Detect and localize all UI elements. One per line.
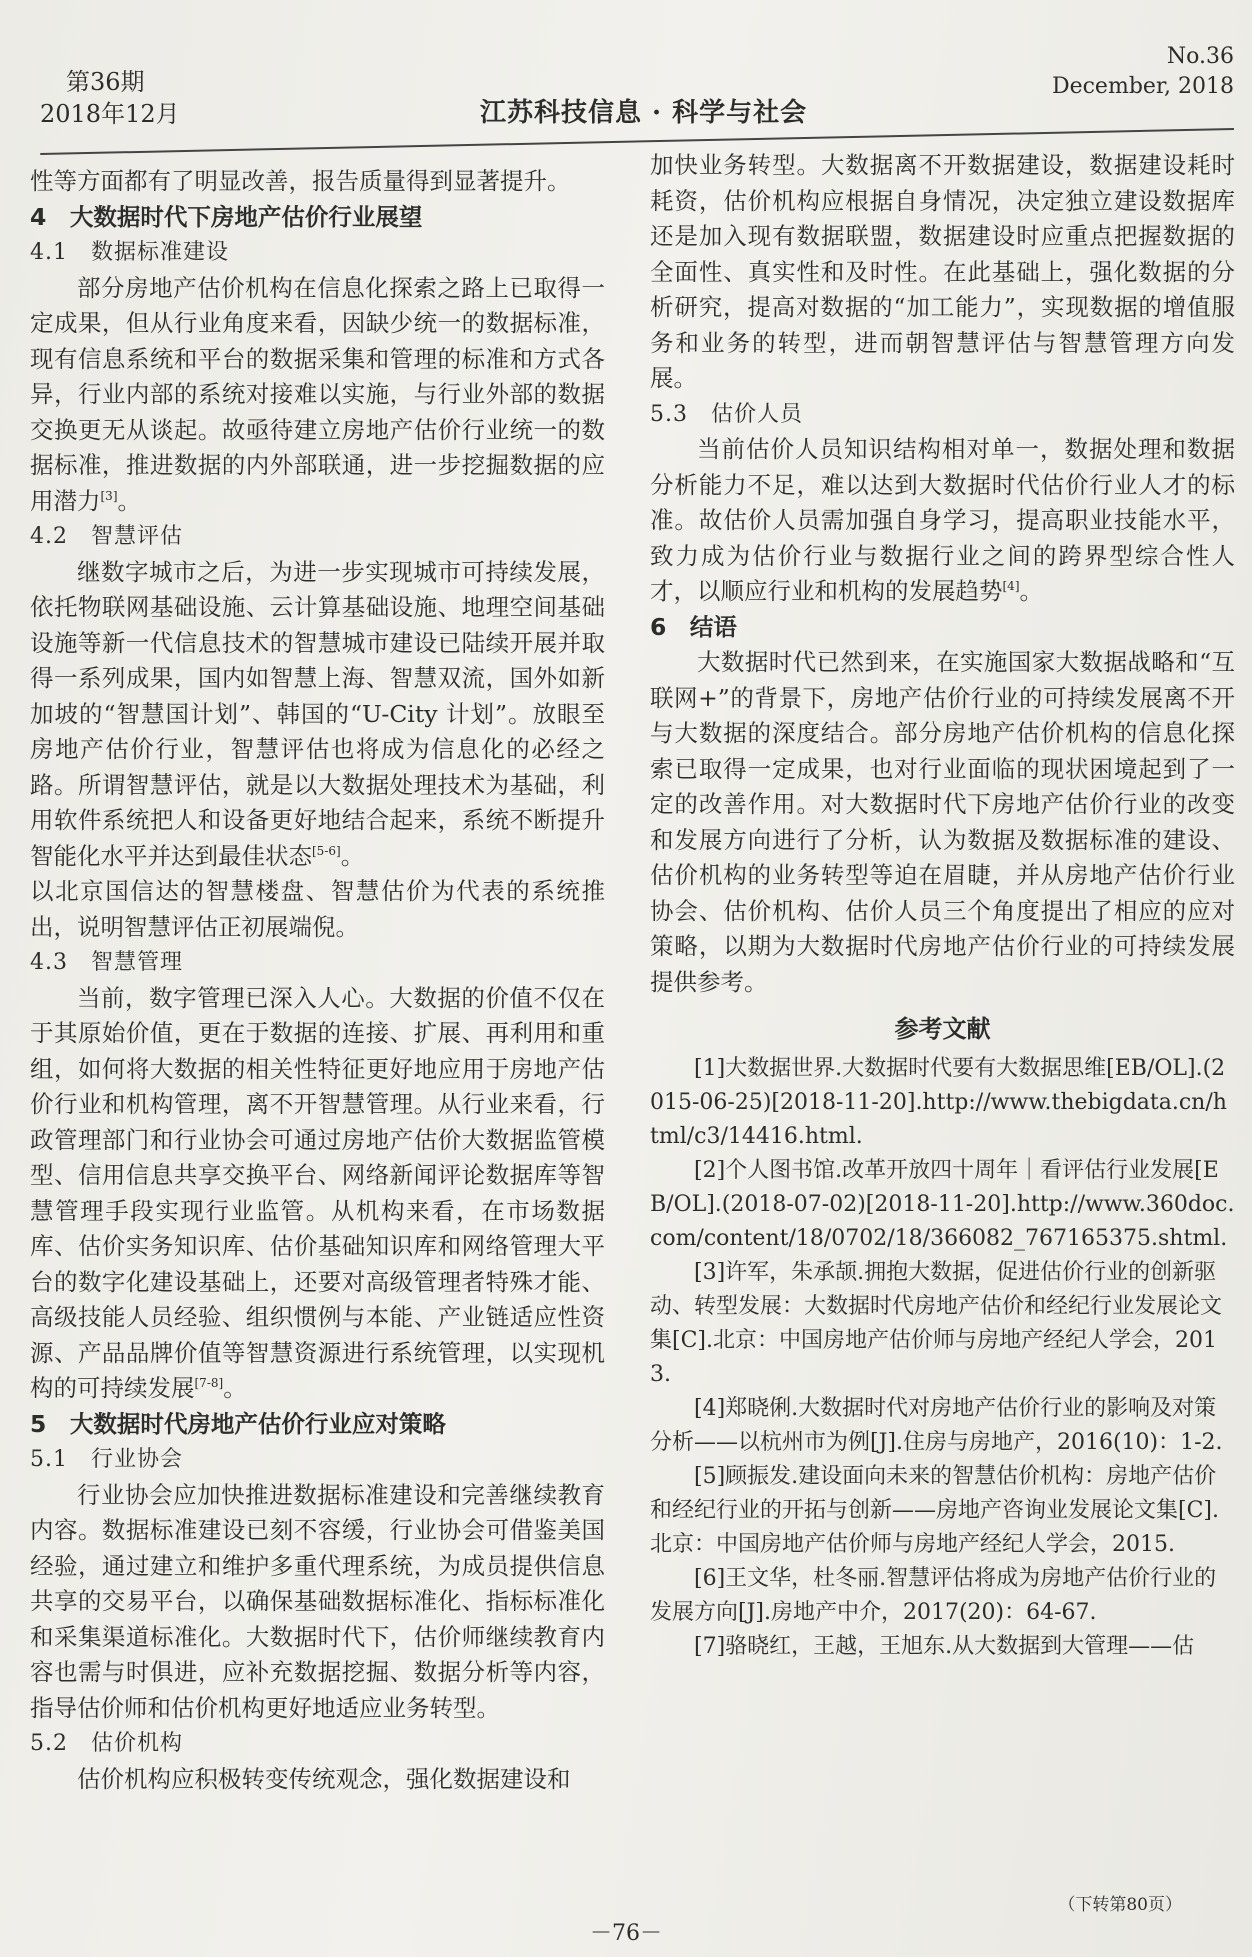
continued-note: （下转第80页） (1058, 1895, 1182, 1915)
subsection-heading: 4.2 智慧评估 (30, 524, 183, 549)
reference-item: [3]许军，朱承颉.拥抱大数据，促进估价行业的创新驱动、转型发展：大数据时代房地产估价和经纪行业发展论文集[C].北京：中国房地产估价师与房地产经纪人学会，2013. (650, 1259, 1223, 1387)
issue-number-en: No.36 (1166, 44, 1234, 69)
paragraph: 性等方面都有了明显改善，报告质量得到显著提升。 (30, 167, 571, 195)
citation: [4] (1002, 579, 1020, 594)
paragraph: 大数据时代已然到来，在实施国家大数据战略和“互联网+”的背景下，房地产估价行业的可持续发展离不开与大数据的深度结合。部分房地产估价机构的信息化探索已取得一定成果，也对行业面临的现状困境起到了一定的改善作用。对大数据时代下房地产估价行业的改变和发展方向进行了分析，认为数据及数据标准的建设、估价机构的业务转型等迫在眉睫，并从房地产估价行业协会、估价机构、估价人员三个角度提出了相应的应对策略，以期为大数据时代房地产估价行业的可持续发展提供参考。 (650, 648, 1235, 996)
header-right (1052, 42, 1234, 102)
reference-item: [5]顾振发.建设面向未来的智慧估价机构：房地产估价和经纪行业的开拓与创新——房地产咨询业发展论文集[C].北京：中国房地产估价师与房地产经纪人学会，2015. (650, 1463, 1219, 1557)
section-heading: 4 大数据时代下房地产估价行业展望 (30, 202, 423, 231)
paragraph: 行业协会应加快推进数据标准建设和完善继续教育内容。数据标准建设已刻不容缓，行业协会可借鉴美国经验，通过建立和维护多重代理系统，为成员提供信息共享的交易平台，以确保基础数据标准化、指标标准化和采集渠道标准化。大数据时代下，估价师继续教育内容也需与时俱进，应补充数据挖掘、数据分析等内容，指导估价师和估价机构更好地适应业务转型。 (30, 1480, 605, 1722)
reference-item: [6]王文华，杜冬丽.智慧评估将成为房地产估价行业的发展方向[J].房地产中介，2017(20)：64-67. (650, 1565, 1217, 1625)
issue-date-en: December, 2018 (1051, 74, 1234, 99)
header-left (40, 66, 180, 130)
subsection-heading: 5.2 估价机构 (30, 1731, 183, 1756)
paragraph: 当前估价人员知识结构相对单一，数据处理和数据分析能力不足，难以达到大数据时代估价行业人才的标准。故估价人员需加强自身学习，提高职业技能水平，致力成为估价行业与数据行业之间的跨界型综合性人才，以顺应行业和机构的发展趋势[4]。 (650, 435, 1235, 605)
page-number: －76－ (590, 1921, 662, 1946)
reference-item: [4]郑晓俐.大数据时代对房地产估价行业的影响及对策分析——以杭州市为例[J].住房与房地产，2016(10)：1-2. (650, 1395, 1223, 1455)
reference-item: [2]个人图书馆.改革开放四十周年｜看评估行业发展[EB/OL].(2018-07-02)[2018-11-20].http://www.360doc.com/content/18/0702/18/366082_767165375.shtml. (650, 1157, 1235, 1251)
paragraph: 当前，数字管理已深入人心。大数据的价值不仅在于其原始价值，更在于数据的连接、扩展、再利用和重组，如何将大数据的相关性特征更好地应用于房地产估价行业和机构管理，离不开智慧管理。从行业来看，行政管理部门和行业协会可通过房地产估价大数据监管模型、信用信息共享交换平台、网络新闻评论数据库等智慧管理手段实现行业监管。从机构来看，在市场数据库、估价实务知识库、估价基础知识库和网络管理大平台的数字化建设基础上，还要对高级管理者特殊才能、高级技能人员经验、组织惯例与本能、产业链适应性资源、产品品牌价值等智慧资源进行系统管理，以实现机构的可持续发展[7-8]。 (30, 983, 605, 1402)
subsection-heading: 4.1 数据标准建设 (30, 240, 229, 265)
section-heading: 5 大数据时代房地产估价行业应对策略 (30, 1409, 446, 1438)
issue-number-cn: 第36期 (66, 68, 145, 96)
reference-item: [7]骆晓红，王越，王旭东.从大数据到大管理——估 (694, 1633, 1195, 1659)
reference-item: [1]大数据世界.大数据时代要有大数据思维[EB/OL].(2015-06-25)[2018-11-20].http://www.thebigdata.cn/html/c3/14416.html. (650, 1055, 1227, 1149)
paragraph: 估价机构应积极转变传统观念，强化数据建设和 (77, 1764, 571, 1793)
citation: [3] (100, 488, 118, 503)
paragraph: 以北京国信达的智慧楼盘、智慧估价为代表的系统推出，说明智慧评估正初展端倪。 (30, 877, 605, 941)
subsection-heading: 5.3 估价人员 (650, 401, 803, 427)
paragraph: 部分房地产估价机构在信息化探索之路上已取得一定成果，但从行业角度来看，因缺少统一的数据标准，现有信息系统和平台的数据采集和管理的标准和方式各异，行业内部的系统对接难以实施，与行业外部的数据交换更无从谈起。故亟待建立房地产估价行业统一的数据标准，推进数据的内外部联通，进一步挖掘数据的应用潜力[3]。 (30, 273, 605, 515)
citation: [5-6] (312, 843, 341, 858)
subsection-heading: 5.1 行业协会 (30, 1447, 183, 1472)
citation: [7-8] (194, 1376, 224, 1391)
paragraph: 继数字城市之后，为进一步实现城市可持续发展，依托物联网基础设施、云计算基础设施、地理空间基础设施等新一代信息技术的智慧城市建设已陆续开展并取得一系列成果，国内如智慧上海、智慧双流，国外如新加坡的“智慧国计划”、韩国的“U-City 计划”。放眼至房地产估价行业，智慧评估也将成为信息化的必经之路。所谓智慧评估，就是以大数据处理技术为基础，利用软件系统把人和设备更好地结合起来，系统不断提升智能化水平并达到最佳状态[5-6]。 (30, 557, 605, 870)
subsection-heading: 4.3 智慧管理 (30, 950, 183, 975)
journal-title: 江苏科技信息 · 科学与社会 (480, 98, 808, 128)
right-column (650, 148, 1235, 1664)
section-heading: 6 结语 (650, 612, 737, 641)
issue-date-cn: 2018年12月 (40, 100, 180, 128)
left-column (30, 164, 605, 1797)
references-heading: 参考文献 (894, 1015, 991, 1043)
paragraph: 加快业务转型。大数据离不开数据建设，数据建设耗时耗资，估价机构应根据自身情况，决定独立建设数据库还是加入现有数据联盟，数据建设时应重点把握数据的全面性、真实性和及时性。在此基础上，强化数据的分析研究，提高对数据的“加工能力”，实现数据的增值服务和业务的转型，进而朝智慧评估与智慧管理方向发展。 (650, 151, 1235, 392)
